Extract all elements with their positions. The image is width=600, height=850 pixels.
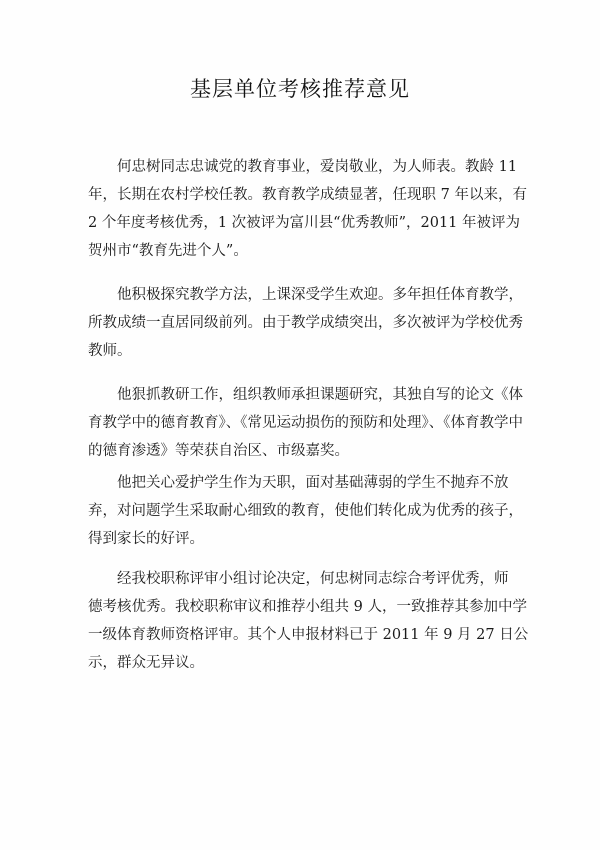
paragraph-line: 一级体育教师资格评审。其个人申报材料已于 2011 年 9 月 27 日公	[88, 627, 529, 643]
paragraph-teaching-career	[88, 153, 528, 265]
paragraph-line: 他狠抓教研工作，组织教师承担课题研究，其独自写的论文《体	[88, 387, 523, 403]
paragraph-line: 2 个年度考核优秀，1 次被评为富川县“优秀教师”，2011 年被评为	[88, 215, 521, 231]
paragraph-line: 弃，对问题学生采取耐心细致的教育，使他们转化成为优秀的孩子，	[88, 503, 523, 519]
paragraph-recommendation	[88, 565, 528, 677]
paragraph-research	[88, 381, 528, 465]
paragraph-line: 教师。	[88, 343, 132, 359]
paragraph-line: 他积极探究教学方法，上课深受学生欢迎。多年担任体育教学，	[88, 287, 523, 303]
paragraph-teaching-methods	[88, 281, 528, 365]
paragraph-student-care	[88, 469, 528, 553]
paragraph-line: 贺州市“教育先进个人”。	[88, 243, 248, 259]
paragraph-line: 何忠树同志忠诚党的教育事业，爱岗敬业，为人师表。教龄 11	[88, 159, 518, 175]
paragraph-line: 的德育渗透》等荣获自治区、市级嘉奖。	[88, 443, 349, 459]
paragraph-line: 经我校职称评审小组讨论决定，何忠树同志综合考评优秀，师	[88, 571, 509, 587]
paragraph-line: 他把关心爱护学生作为天职，面对基础薄弱的学生不抛弃不放	[88, 475, 509, 491]
paragraph-line: 育教学中的德育教育》、《常见运动损伤的预防和处理》、《体育教学中	[88, 415, 523, 431]
paragraph-line: 所教成绩一直居同级前列。由于教学成绩突出，多次被评为学校优秀	[88, 315, 523, 331]
paragraph-line: 得到家长的好评。	[88, 531, 204, 547]
paragraph-line: 示，群众无异议。	[88, 655, 204, 671]
document-title: 基层单位考核推荐意见	[190, 77, 410, 101]
paragraph-line: 年，长期在农村学校任教。教育教学成绩显著，任现职 7 年以来，有	[88, 187, 527, 203]
paragraph-line: 德考核优秀。我校职称审议和推荐小组共 9 人，一致推荐其参加中学	[88, 599, 527, 615]
